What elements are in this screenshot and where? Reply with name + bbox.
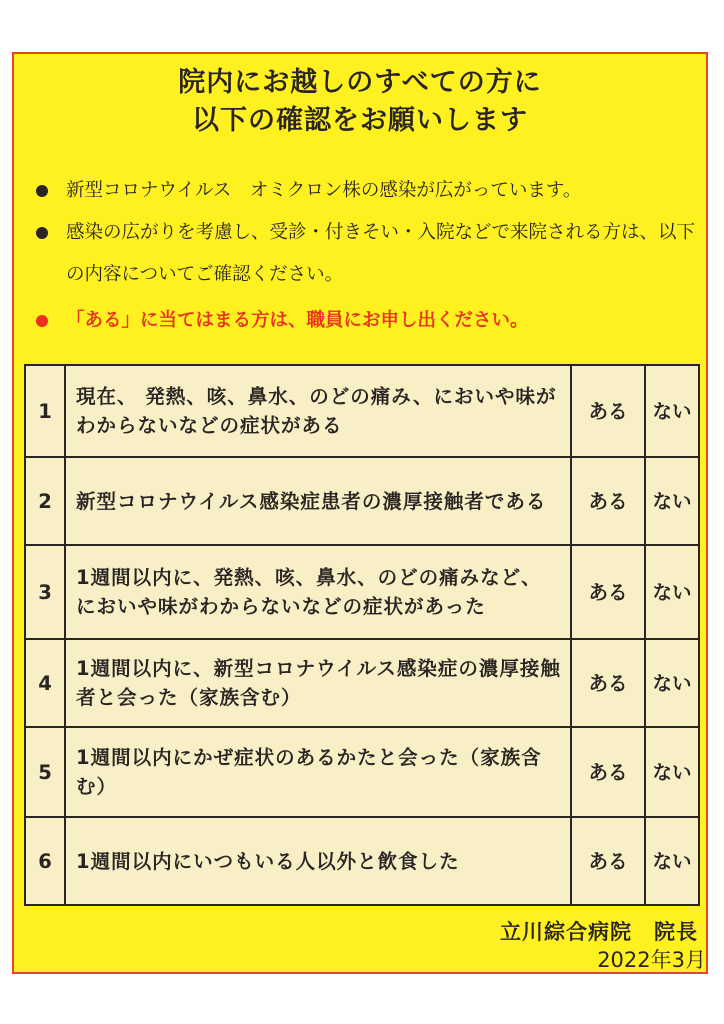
question-text: 1週間以内に、新型コロナウイルス感染症の濃厚接触者と会った（家族含む） <box>65 639 571 727</box>
answer-no: ない <box>645 727 699 817</box>
table-row <box>25 365 699 457</box>
table-row <box>25 457 699 545</box>
bullet-text: 感染の広がりを考慮し、受診・付きそい・入院などで来院される方は、以下の内容についてご確認ください。 <box>66 222 696 285</box>
table-row <box>25 545 699 639</box>
notice-title <box>14 64 706 140</box>
answer-yes: ある <box>571 817 645 905</box>
title-line-2: 以下の確認をお願いします <box>192 105 528 136</box>
question-number: 5 <box>25 727 65 817</box>
question-number: 3 <box>25 545 65 639</box>
question-text: 1週間以内に、発熱、咳、鼻水、のどの痛みなど、においや味がわからないなどの症状があった <box>65 545 571 639</box>
answer-yes: ある <box>571 639 645 727</box>
checklist-table <box>24 364 700 906</box>
bullet-dot-icon <box>36 227 48 239</box>
table-row <box>25 639 699 727</box>
answer-yes: ある <box>571 727 645 817</box>
bullet-dot-icon <box>36 185 48 197</box>
table-row <box>25 817 699 905</box>
answer-no: ない <box>645 639 699 727</box>
bullet-text: 新型コロナウイルス オミクロン株の感染が広がっています。 <box>66 180 582 201</box>
question-number: 4 <box>25 639 65 727</box>
answer-no: ない <box>645 545 699 639</box>
bullet-item <box>36 212 700 296</box>
hospital-signature: 立川綜合病院 院長 <box>500 920 698 944</box>
answer-yes: ある <box>571 457 645 545</box>
question-number: 1 <box>25 365 65 457</box>
question-number: 6 <box>25 817 65 905</box>
bullet-item <box>36 170 700 212</box>
answer-yes: ある <box>571 365 645 457</box>
title-line-1: 院内にお越しのすべての方に <box>178 67 542 98</box>
bullet-list <box>36 170 700 342</box>
answer-no: ない <box>645 365 699 457</box>
question-number: 2 <box>25 457 65 545</box>
answer-no: ない <box>645 817 699 905</box>
notice-poster <box>12 52 708 974</box>
table-row <box>25 727 699 817</box>
bullet-text: 「ある」に当てはまる方は、職員にお申し出ください。 <box>66 310 529 331</box>
question-text: 1週間以内にかぜ症状のあるかたと会った（家族含む） <box>65 727 571 817</box>
answer-no: ない <box>645 457 699 545</box>
answer-yes: ある <box>571 545 645 639</box>
question-text: 1週間以内にいつもいる人以外と飲食した <box>65 817 571 905</box>
bullet-dot-icon <box>36 315 48 327</box>
question-text: 新型コロナウイルス感染症患者の濃厚接触者である <box>65 457 571 545</box>
issue-date: 2022年3月 <box>597 948 706 972</box>
bullet-item-alert <box>36 300 700 342</box>
question-text: 現在、 発熱、咳、鼻水、のどの痛み、においや味がわからないなどの症状がある <box>65 365 571 457</box>
